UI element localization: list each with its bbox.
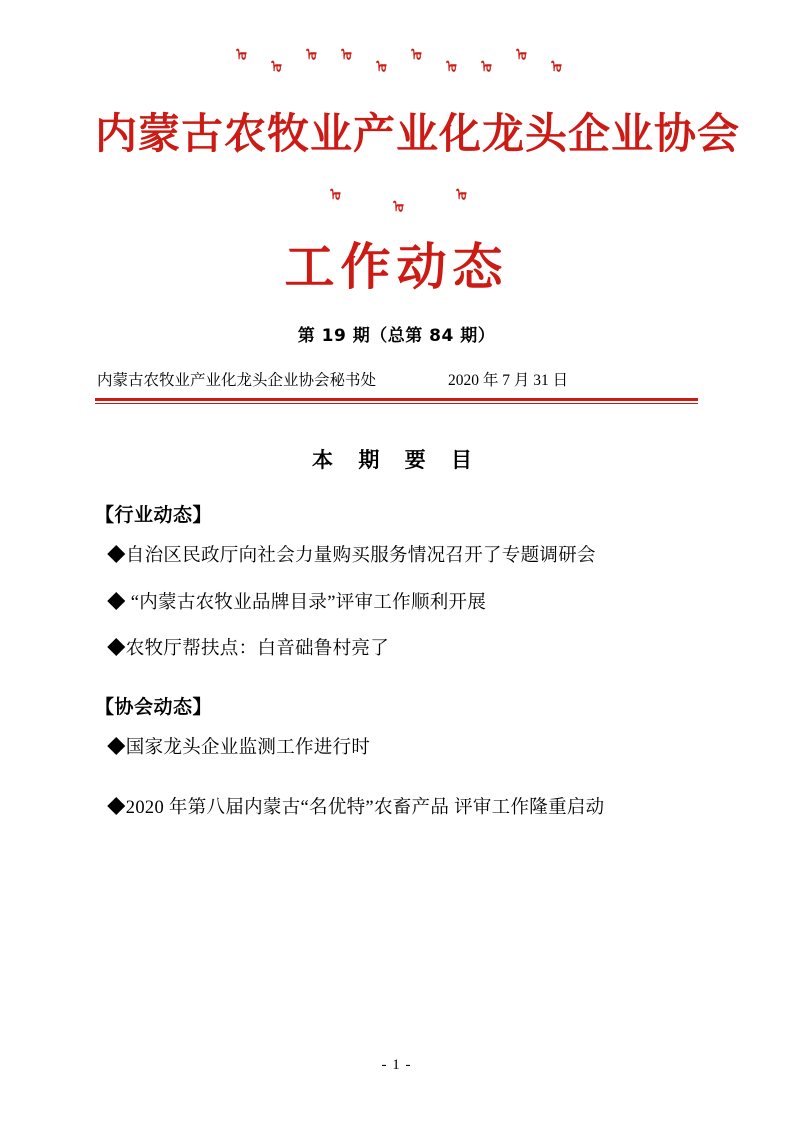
divider-thin-line (95, 403, 698, 404)
contents-section-industry (95, 500, 698, 666)
mongolian-glyph: ᠦ (338, 44, 351, 61)
mongolian-glyph: ᠦ (390, 195, 404, 213)
divider-thick-line (95, 398, 698, 401)
mongolian-glyph: ᠦ (327, 184, 341, 202)
section-title: 【行业动态】 (95, 504, 213, 527)
organization-title: 内蒙古农牧业产业化龙头企业协会 (95, 109, 741, 158)
list-item: ◆自治区民政厅向社会力量购买服务情况召开了专题调研会 (107, 546, 596, 567)
mongolian-glyph: ᠦ (268, 55, 281, 73)
mongolian-glyph: ᠦ (408, 44, 421, 61)
mongolian-glyph: ᠦ (373, 55, 386, 73)
list-item: ◆2020 年第八届内蒙古“名优特”农畜产品 评审工作隆重启动 (107, 798, 605, 819)
mongolian-glyph: ᠦ (513, 44, 526, 61)
mongolian-script-top-row (95, 44, 698, 106)
mongolian-glyph: ᠦ (233, 44, 246, 61)
list-item: ◆ “内蒙古农牧业品牌目录”评审工作顺利开展 (107, 592, 487, 613)
issue-number: 第 19 期（总第 84 期） (297, 326, 496, 347)
contents-section-association (95, 692, 698, 825)
mongolian-glyph: ᠦ (548, 55, 561, 73)
list-item: ◆国家龙头企业监测工作进行时 (107, 737, 371, 758)
publication-date: 2020 年 7 月 31 日 (448, 372, 569, 390)
mongolian-glyph: ᠦ (478, 55, 491, 73)
masthead-divider (95, 398, 698, 404)
publisher-row (95, 368, 698, 390)
mongolian-script-second-row (95, 184, 698, 238)
mongolian-glyph: ᠦ (443, 55, 456, 73)
masthead (95, 0, 741, 297)
bulletin-title: 工作动态 (284, 238, 509, 297)
mongolian-glyph: ᠦ (303, 44, 316, 61)
section-title: 【协会动态】 (95, 695, 213, 718)
publisher-organization: 内蒙古农牧业产业化龙头企业协会秘书处 (97, 372, 377, 390)
page-number: - 1 - (381, 1057, 412, 1073)
mongolian-glyph: ᠦ (453, 184, 467, 202)
list-item: ◆农牧厅帮扶点：白音础鲁村亮了 (107, 638, 390, 659)
contents-heading: 本 期 要 目 (312, 448, 481, 473)
